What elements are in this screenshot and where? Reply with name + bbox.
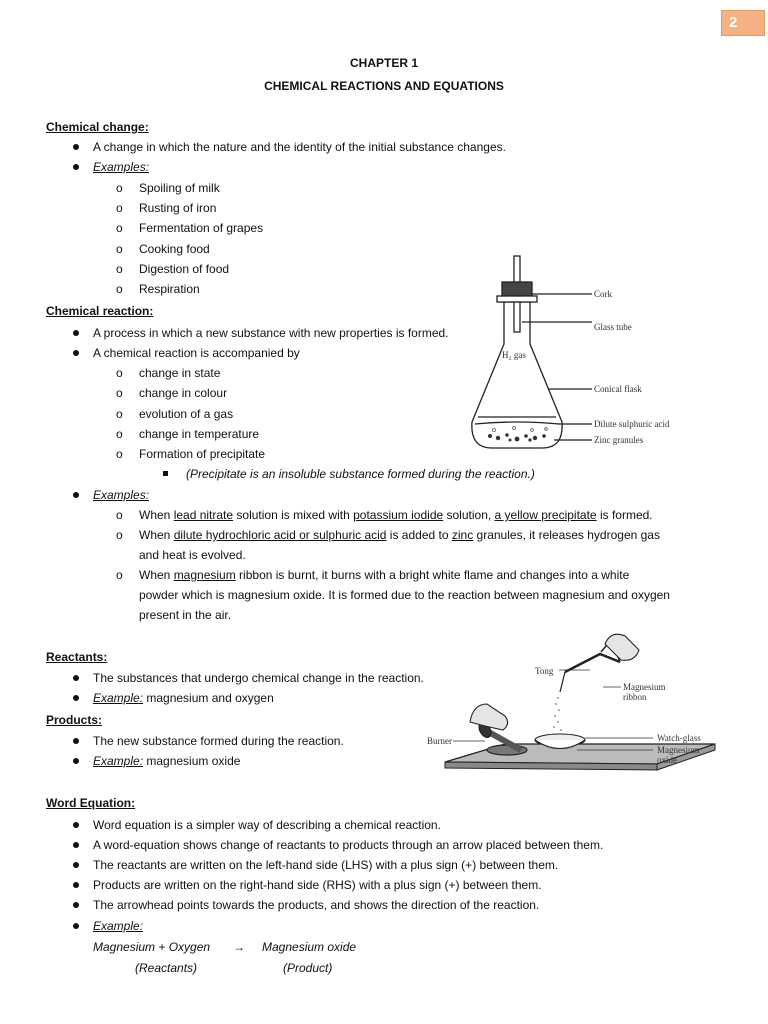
list-item: Formation of precipitate bbox=[139, 447, 266, 461]
list-item: change in colour bbox=[139, 386, 228, 400]
page-number: 2 bbox=[729, 14, 738, 31]
burn-label-tong: Tong bbox=[535, 666, 554, 676]
list-item: Digestion of food bbox=[139, 262, 230, 276]
circle-bullet-icon: o bbox=[116, 201, 123, 215]
circle-bullet-icon: o bbox=[116, 447, 123, 461]
page-title: CHEMICAL REACTIONS AND EQUATIONS bbox=[264, 79, 504, 93]
list-item: change in temperature bbox=[139, 427, 260, 441]
flask-label-conical-flask: Conical flask bbox=[594, 384, 642, 394]
precipitate-note: (Precipitate is an insoluble substance formed during the reaction.) bbox=[186, 467, 535, 481]
reaction-example-3-cont: powder which is magnesium oxide. It is formed due to the reaction between magnesium and oxygen bbox=[139, 588, 670, 602]
word-equation-point: Products are written on the right-hand side (RHS) with a plus sign (+) between them. bbox=[93, 878, 542, 892]
magnesium-burning-figure bbox=[425, 632, 725, 792]
circle-bullet-icon: o bbox=[116, 386, 123, 400]
list-item: Fermentation of grapes bbox=[139, 221, 264, 235]
bullet-icon bbox=[73, 923, 79, 929]
equation-lhs-caption: (Reactants) bbox=[135, 961, 198, 975]
bullet-icon bbox=[73, 902, 79, 908]
bullet-icon bbox=[73, 738, 79, 744]
flask-label-zinc: Zinc granules bbox=[594, 435, 644, 445]
equation-arrow-icon: → bbox=[233, 940, 245, 954]
reaction-example-3-cont2: present in the air. bbox=[139, 608, 232, 622]
circle-bullet-icon: o bbox=[116, 366, 123, 380]
equation-lhs: Magnesium + Oxygen bbox=[93, 940, 211, 954]
reaction-example-2: When dilute hydrochloric acid or sulphuric acid is added to zinc granules, it releases hydrogen gas bbox=[139, 528, 660, 542]
chemical-reaction-heading: Chemical reaction: bbox=[46, 304, 154, 318]
burn-label-burner: Burner bbox=[427, 736, 452, 746]
flask-label-acid: Dilute sulphuric acid bbox=[594, 419, 670, 429]
circle-bullet-icon: o bbox=[116, 181, 123, 195]
word-equation-heading: Word Equation: bbox=[46, 796, 136, 810]
list-item: Rusting of iron bbox=[139, 201, 217, 215]
products-heading: Products: bbox=[46, 713, 103, 727]
circle-bullet-icon: o bbox=[116, 242, 123, 256]
burn-label-oxide-2: oxide bbox=[657, 755, 677, 765]
chemical-reaction-examples-label: Examples: bbox=[93, 488, 150, 502]
list-item: change in state bbox=[139, 366, 221, 380]
circle-bullet-icon: o bbox=[116, 568, 123, 582]
circle-bullet-icon: o bbox=[116, 262, 123, 276]
conical-flask-figure bbox=[462, 252, 692, 452]
bullet-icon bbox=[73, 492, 79, 498]
burn-label-ribbon-2: ribbon bbox=[623, 692, 647, 702]
circle-bullet-icon: o bbox=[116, 528, 123, 542]
bullet-icon bbox=[73, 675, 79, 681]
list-item: Respiration bbox=[139, 282, 200, 296]
equation-rhs: Magnesium oxide bbox=[262, 940, 357, 954]
flask-label-cork: Cork bbox=[594, 289, 612, 299]
reactants-heading: Reactants: bbox=[46, 650, 108, 664]
bullet-icon bbox=[73, 695, 79, 701]
word-equation-point: A word-equation shows change of reactants to products through an arrow placed between them. bbox=[93, 838, 604, 852]
circle-bullet-icon: o bbox=[116, 282, 123, 296]
chemical-change-definition: A change in which the nature and the identity of the initial substance changes. bbox=[93, 140, 506, 154]
list-item: Cooking food bbox=[139, 242, 210, 256]
burn-label-watch-glass: Watch-glass bbox=[657, 733, 701, 743]
circle-bullet-icon: o bbox=[116, 221, 123, 235]
chapter-label: CHAPTER 1 bbox=[349, 56, 418, 70]
bullet-icon bbox=[73, 842, 79, 848]
reaction-example-3: When magnesium ribbon is burnt, it burns with a bright white flame and changes into a white bbox=[139, 568, 630, 582]
circle-bullet-icon: o bbox=[116, 407, 123, 421]
reaction-example-2-cont: and heat is evolved. bbox=[139, 548, 246, 562]
bullet-icon bbox=[73, 758, 79, 764]
bullet-icon bbox=[73, 350, 79, 356]
word-equation-point: Word equation is a simpler way of describing a chemical reaction. bbox=[93, 818, 441, 832]
bullet-icon bbox=[73, 330, 79, 336]
bullet-icon bbox=[73, 862, 79, 868]
products-example: Example: magnesium oxide bbox=[93, 754, 241, 768]
bullet-icon bbox=[73, 144, 79, 150]
chemical-reaction-accompanied: A chemical reaction is accompanied by bbox=[93, 346, 300, 360]
list-item: evolution of a gas bbox=[139, 407, 234, 421]
chemical-reaction-definition: A process in which a new substance with new properties is formed. bbox=[93, 326, 449, 340]
bullet-icon bbox=[73, 882, 79, 888]
equation-rhs-caption: (Product) bbox=[283, 961, 333, 975]
reactants-definition: The substances that undergo chemical change in the reaction. bbox=[93, 671, 424, 685]
list-item: Spoiling of milk bbox=[139, 181, 220, 195]
reaction-example-1: When lead nitrate solution is mixed with potassium iodide solution, a yellow precipitate is formed. bbox=[139, 508, 653, 522]
chemical-change-examples-label: Examples: bbox=[93, 160, 150, 174]
reactants-example: Example: magnesium and oxygen bbox=[93, 691, 274, 705]
chemical-change-heading: Chemical change: bbox=[46, 120, 149, 134]
page-number-badge bbox=[721, 10, 765, 36]
bullet-icon bbox=[73, 822, 79, 828]
products-definition: The new substance formed during the reaction. bbox=[93, 734, 344, 748]
word-equation-example-label: Example: bbox=[93, 919, 144, 933]
circle-bullet-icon: o bbox=[116, 508, 123, 522]
square-bullet-icon bbox=[163, 471, 168, 476]
word-equation-point: The reactants are written on the left-hand side (LHS) with a plus sign (+) between them. bbox=[93, 858, 559, 872]
circle-bullet-icon: o bbox=[116, 427, 123, 441]
flask-label-gas: H₂ gas bbox=[502, 350, 526, 360]
burn-label-oxide-1: Magnesium bbox=[657, 745, 700, 755]
word-equation-point: The arrowhead points towards the products, and shows the direction of the reaction. bbox=[93, 898, 540, 912]
flask-label-glass-tube: Glass tube bbox=[594, 322, 632, 332]
burn-label-ribbon-1: Magnesium bbox=[623, 682, 666, 692]
bullet-icon bbox=[73, 164, 79, 170]
